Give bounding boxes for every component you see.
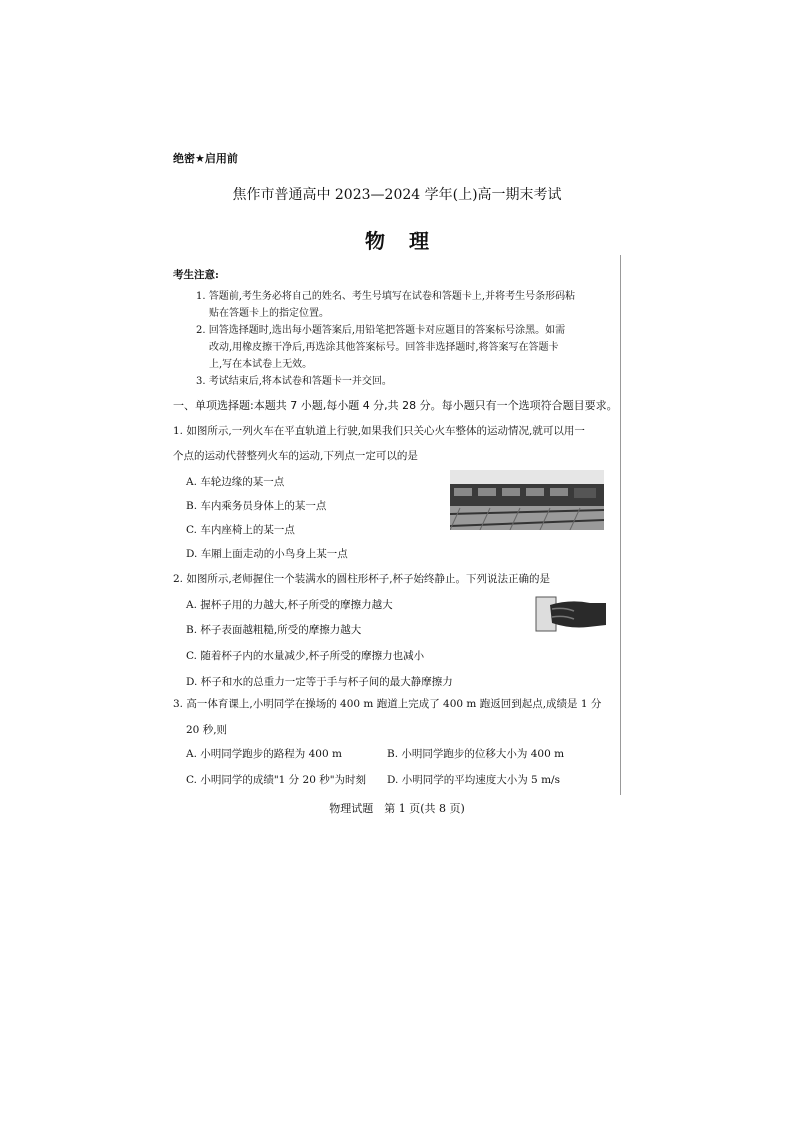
train-photo — [450, 470, 604, 530]
q3-option-d: D. 小明同学的平均速度大小为 5 m/s — [387, 774, 560, 786]
q3-stem: 20 秒,则 — [186, 724, 228, 736]
q2-stem: 2. 如图所示,老师握住一个装满水的圆柱形杯子,杯子始终静止。下列说法正确的是 — [173, 573, 551, 585]
page-margin-line — [620, 255, 621, 795]
notice-line: 上,写在本试卷上无效。 — [209, 359, 313, 370]
q3-stem: 3. 高一体育课上,小明同学在操场的 400 m 跑道上完成了 400 m 跑返回到起点,成绩是 1 分 — [173, 698, 602, 710]
q1-option-a: A. 车轮边缘的某一点 — [186, 476, 285, 488]
exam-title: 焦作市普通高中 2023—2024 学年(上)高一期末考试 — [232, 187, 562, 203]
q2-option-d: D. 杯子和水的总重力一定等于手与杯子间的最大静摩擦力 — [186, 676, 453, 688]
q3-option-b: B. 小明同学跑步的位移大小为 400 m — [387, 748, 565, 760]
secret-mark: 绝密★启用前 — [173, 152, 238, 165]
q1-option-d: D. 车厢上面走动的小鸟身上某一点 — [186, 548, 348, 560]
section-heading: 一、单项选择题:本题共 7 小题,每小题 4 分,共 28 分。每小题只有一个选项符合题目要求。 — [173, 399, 618, 412]
q3-option-a: A. 小明同学跑步的路程为 400 m — [186, 748, 342, 760]
q2-option-c: C. 随着杯子内的水量减少,杯子所受的摩擦力也减小 — [186, 650, 425, 662]
notice-line: 1. 答题前,考生务必将自己的姓名、考生号填写在试卷和答题卡上,并将考生号条形码粘 — [196, 291, 576, 302]
cup-in-hand-photo — [530, 593, 606, 635]
notice-line: 3. 考试结束后,将本试卷和答题卡一并交回。 — [196, 376, 392, 387]
q1-stem: 1. 如图所示,一列火车在平直轨道上行驶,如果我们只关心火车整体的运动情况,就可以用一 — [173, 425, 585, 437]
q2-option-b: B. 杯子表面越粗糙,所受的摩擦力越大 — [186, 624, 362, 636]
notice-title: 考生注意: — [173, 269, 219, 281]
notice-line: 贴在答题卡上的指定位置。 — [209, 308, 329, 319]
notice-line: 改动,用橡皮擦干净后,再选涂其他答案标号。回答非选择题时,将答案写在答题卡 — [209, 342, 559, 353]
q3-option-c: C. 小明同学的成绩"1 分 20 秒"为时刻 — [186, 774, 367, 786]
q1-stem: 个点的运动代替整列火车的运动,下列点一定可以的是 — [173, 450, 418, 462]
subject-title: 物理 — [365, 229, 453, 253]
page-footer: 物理试题 第 1 页(共 8 页) — [329, 802, 465, 815]
q1-option-c: C. 车内座椅上的某一点 — [186, 524, 295, 536]
q1-option-b: B. 车内乘务员身体上的某一点 — [186, 500, 327, 512]
q2-option-a: A. 握杯子用的力越大,杯子所受的摩擦力越大 — [186, 599, 393, 611]
notice-line: 2. 回答选择题时,选出每小题答案后,用铅笔把答题卡对应题目的答案标号涂黑。如需 — [196, 325, 566, 336]
